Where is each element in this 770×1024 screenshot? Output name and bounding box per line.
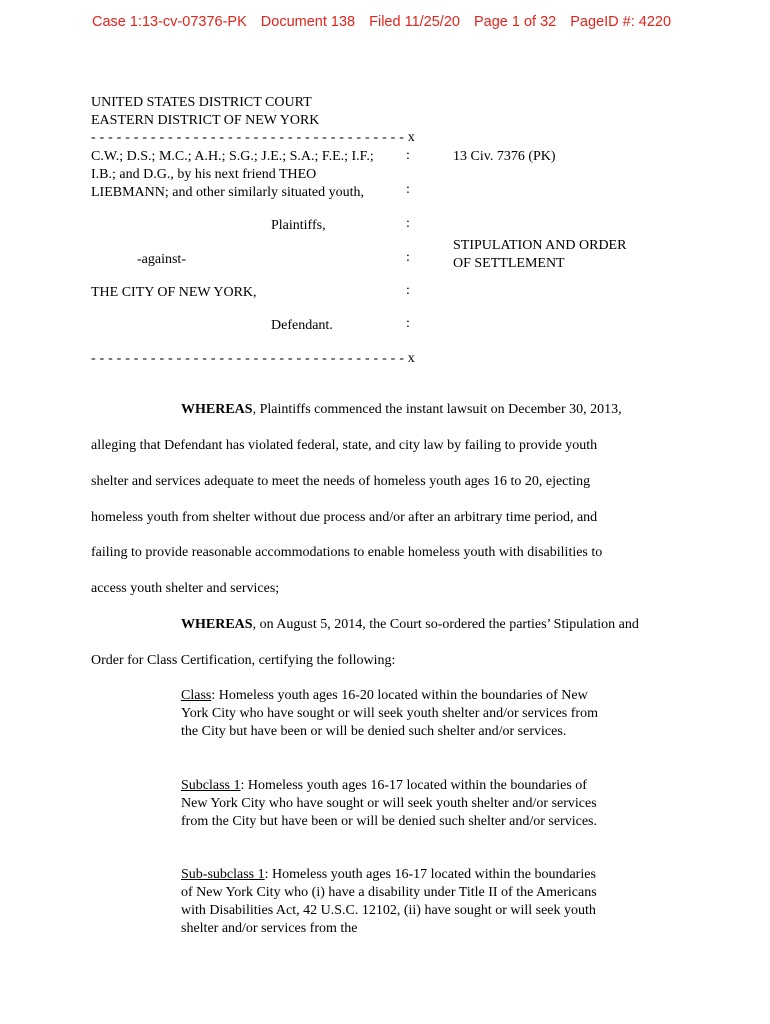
caption-colon: :: [406, 216, 410, 231]
subclass-1-text: : Homeless youth ages 16-17 located within the boundaries of New York City who have sought or will seek youth shelter and/or services from the City but have been or will be denied such shelter and/or services.: [181, 778, 597, 829]
paragraph-1-line5: failing to provide reasonable accommodations to enable homeless youth with disabilities to: [91, 545, 603, 560]
page-count: Page 1 of 32: [473, 14, 557, 30]
paragraph-1-line3: shelter and services adequate to meet the needs of homeless youth ages 16 to 20, ejecting: [91, 474, 591, 489]
whereas-label: WHEREAS: [181, 617, 253, 632]
defendant-label: Defendant.: [271, 318, 333, 333]
subclass-1-definition: [181, 777, 601, 831]
paragraph-2-line2: Order for Class Certification, certifying the following:: [91, 653, 396, 668]
page-id: PageID #: 4220: [570, 14, 672, 30]
court-name-line2: EASTERN DISTRICT OF NEW YORK: [91, 113, 320, 128]
class-label: Class: [181, 688, 212, 703]
caption-colon: :: [406, 250, 410, 265]
paragraph-1-line6: access youth shelter and services;: [91, 581, 280, 596]
paragraph-1-line4: homeless youth from shelter without due process and/or after an arbitrary time period, and: [91, 510, 598, 525]
document-number: Document 138: [260, 14, 356, 30]
caption-colon: :: [406, 316, 410, 331]
class-text: : Homeless youth ages 16-20 located within the boundaries of New York City who have sought or will seek youth shelter and/or services from the City but have been or will be denied such shelter and/or services.: [181, 688, 598, 739]
paragraph-1-line1: WHEREAS, Plaintiffs commenced the instant lawsuit on December 30, 2013,: [181, 402, 622, 417]
caption-rule-bottom: - - - - - - - - - - - - - - - - - - - - - - - - - - - - - - - - - - - - - x: [91, 351, 415, 366]
document-title-line2: OF SETTLEMENT: [453, 256, 565, 271]
plaintiffs-names-line3: LIEBMANN; and other similarly situated youth,: [91, 185, 364, 200]
court-name-line1: UNITED STATES DISTRICT COURT: [91, 95, 312, 110]
whereas-label: WHEREAS: [181, 402, 253, 417]
plaintiffs-names-line2: I.B.; and D.G., by his next friend THEO: [91, 167, 317, 182]
plaintiffs-label: Plaintiffs,: [271, 218, 326, 233]
caption-colon: :: [406, 148, 410, 163]
filed-date: Filed 11/25/20: [369, 14, 460, 30]
sub-subclass-1-text: : Homeless youth ages 16-17 located within the boundaries of New York City who (i) have a disability under Title II of the Americans with Disabilities Act, 42 U.S.C. 12102, (ii) have sought or will seek youth shelter and/or services from the: [181, 867, 597, 936]
ecf-header-stamp: [92, 14, 681, 30]
subclass-1-label: Subclass 1: [181, 778, 241, 793]
case-number: Case 1:13-cv-07376-PK: [92, 14, 247, 30]
sub-subclass-1-label: Sub-subclass 1: [181, 867, 265, 882]
caption-rule-top: - - - - - - - - - - - - - - - - - - - - - - - - - - - - - - - - - - - - - x: [91, 130, 415, 145]
docket-number: 13 Civ. 7376 (PK): [453, 149, 556, 164]
caption-colon: :: [406, 283, 410, 298]
class-definition: [181, 687, 601, 741]
paragraph-2-line1: WHEREAS, on August 5, 2014, the Court so-ordered the parties’ Stipulation and: [181, 617, 639, 632]
caption-colon: :: [406, 182, 410, 197]
plaintiffs-names-line1: C.W.; D.S.; M.C.; A.H.; S.G.; J.E.; S.A.; F.E.; I.F.;: [91, 149, 374, 164]
against-label: -against-: [137, 252, 186, 267]
defendant-name: THE CITY OF NEW YORK,: [91, 285, 257, 300]
document-title-line1: STIPULATION AND ORDER: [453, 238, 627, 253]
paragraph-1-line2: alleging that Defendant has violated federal, state, and city law by failing to provide youth: [91, 438, 598, 453]
sub-subclass-1-definition: [181, 866, 601, 938]
